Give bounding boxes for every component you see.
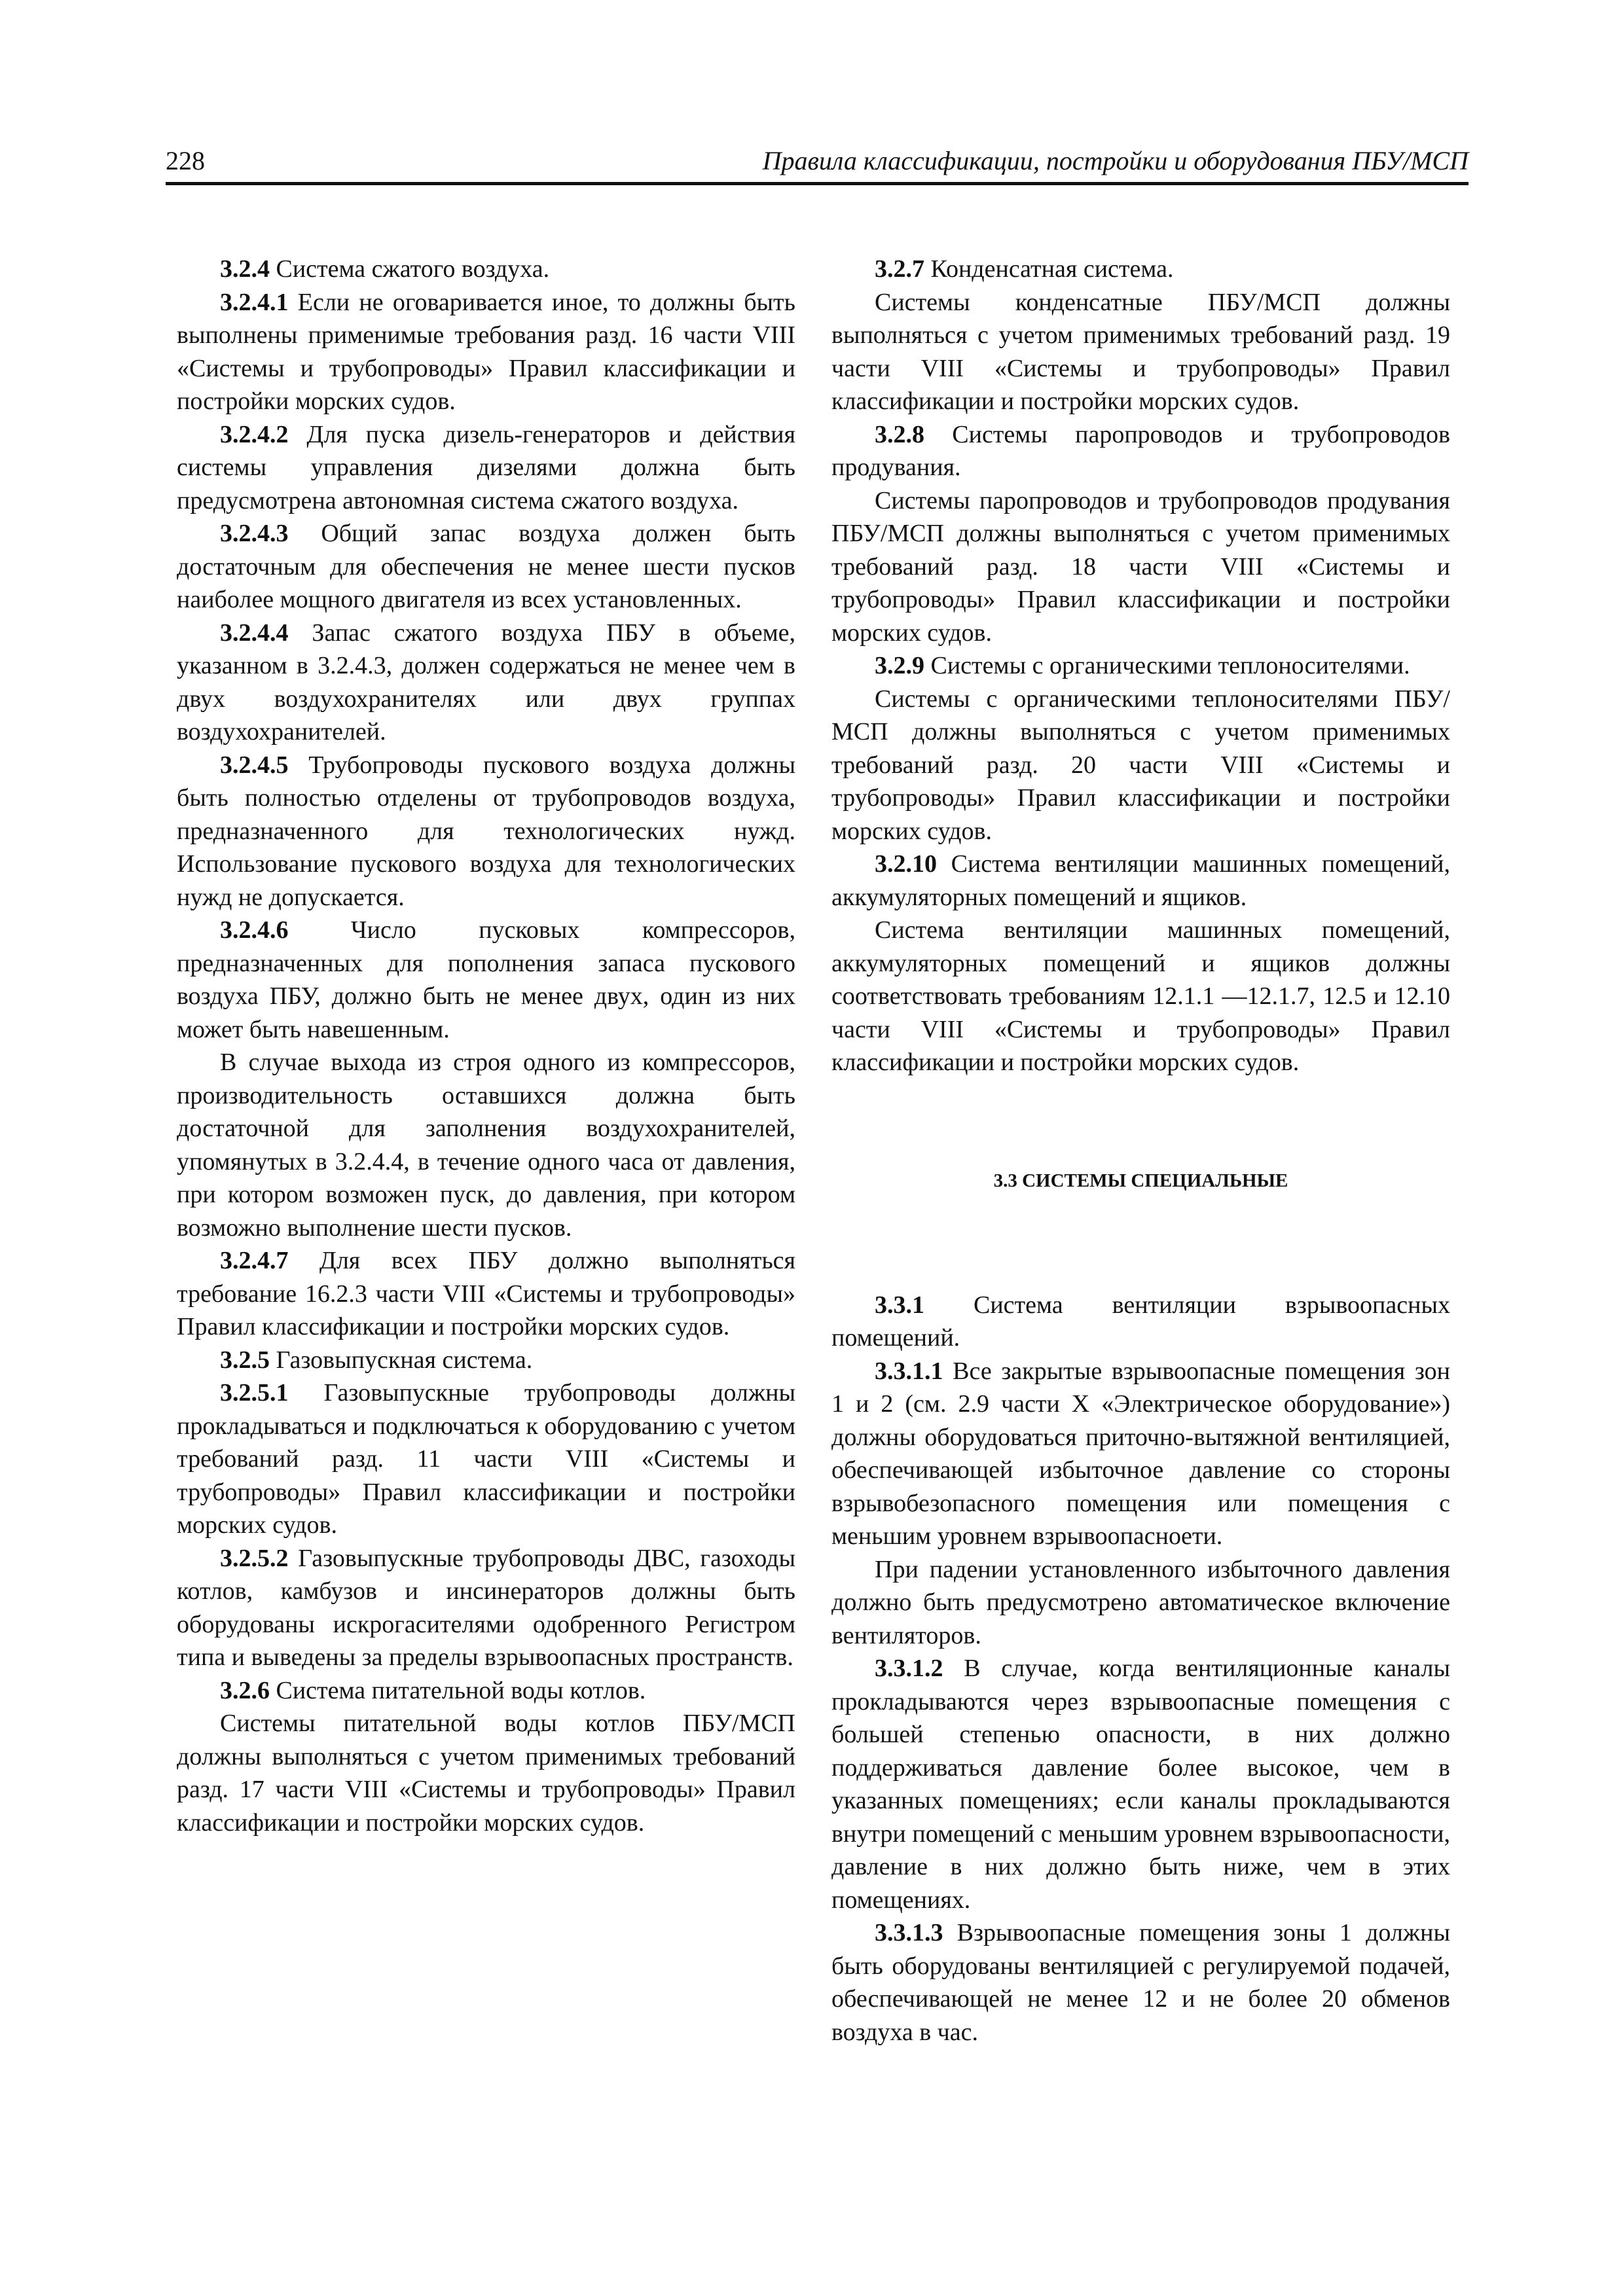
clause-text: Система вентиляции взрывоопасных помещений.	[831, 1291, 1450, 1352]
clause-text: Трубопроводы пускового воздуха должны быть полностью отделены от трубопроводов воздуха, предназначенного для технологических нужд. Использование пускового воздуха для технологических нужд не допускается.	[177, 751, 795, 911]
clause-text: Все закрытые взрывоопасные помещения зон 1 и 2 (см. 2.9 части X «Электрическое оборудование») должны оборудоваться приточно-вытяжной вентиляцией, обеспечивающей избыточное давление со стороны взрывобезопасного помещения или помещения с меньшим уровнем взрывоопаснoети.	[831, 1357, 1450, 1550]
running-title: Правила классификации, постройки и оборудования ПБУ/МСП	[762, 146, 1468, 175]
paragraph	[177, 1244, 795, 1344]
clause-text: Газовыпускная система.	[270, 1346, 533, 1374]
section-title: 3.3 СИСТЕМЫ СПЕЦИАЛЬНЫЕ	[993, 1170, 1288, 1191]
clause-text: В случае выхода из строя одного из компрессоров, производительность оставшихся должна быть достаточной для заполнения воздухохранителей, упомянутых в 3.2.4.4, в течение одного часа от давления, при котором возможен пуск, до давления, при котором возможно выполнение шести пусков.	[177, 1049, 795, 1242]
clause-number: 3.2.8	[875, 420, 924, 448]
paragraph	[177, 1376, 795, 1542]
clause-number: 3.3.1.2	[875, 1655, 943, 1682]
clause-number: 3.2.4.1	[220, 288, 289, 316]
clause-number: 3.2.10	[875, 850, 937, 878]
clause-number: 3.2.6	[220, 1676, 270, 1704]
paragraph	[831, 253, 1450, 286]
paragraph	[177, 617, 795, 749]
paragraph	[831, 484, 1450, 650]
paragraph	[177, 1674, 795, 1708]
clause-text: Система питательной воды котлов.	[270, 1676, 646, 1704]
clause-number: 3.2.4	[220, 255, 270, 283]
clause-text: Системы паропроводов и трубопроводов продувания ПБУ/МСП должны выполняться с учетом применимых требований разд. 18 части VIII «Системы и трубопроводы» Правил классификации и постройки морских судов.	[831, 486, 1450, 647]
clause-text: Система сжатого воздуха.	[270, 255, 550, 283]
clause-number: 3.2.5.1	[220, 1379, 289, 1407]
clause-text: Системы с органическими теплоносителями ПБУ/МСП должны выполняться с учетом применимых требований разд. 20 части VIII «Системы и трубопроводы» Правил классификации и постройки морских судов.	[831, 685, 1450, 845]
clause-text: Для пуска дизель-генераторов и действия системы управления дизелями должна быть предусмотрена автономная система сжатого воздуха.	[177, 420, 795, 514]
clause-text: Системы с органическими теплоносителями.	[924, 652, 1410, 679]
paragraph	[831, 1652, 1450, 1916]
paragraph	[177, 286, 795, 418]
clause-text: Конденсатная система.	[924, 255, 1174, 283]
paragraph	[177, 749, 795, 914]
clause-number: 3.2.4.2	[220, 420, 289, 448]
clause-text: Системы паропроводов и трубопроводов продувания.	[831, 420, 1450, 481]
clause-number: 3.2.4.4	[220, 619, 289, 647]
paragraph	[177, 914, 795, 1046]
paragraph	[831, 848, 1450, 914]
paragraph	[831, 649, 1450, 683]
clause-number: 3.2.5.2	[220, 1544, 289, 1572]
clause-number: 3.3.1.3	[875, 1919, 943, 1946]
paragraph	[177, 1344, 795, 1377]
clause-number: 3.2.7	[875, 255, 924, 283]
clause-number: 3.2.4.5	[220, 751, 289, 779]
clause-text: Газовыпускные трубопроводы ДВС, газоходы котлов, камбузов и инсинераторов должны быть оборудованы искрогасителями одобренного Регистром типа и выведены за пределы взрывоопасных пространств.	[177, 1544, 795, 1671]
clause-text: Системы конденсатные ПБУ/МСП должны выполняться с учетом применимых требований разд. 19 части VIII «Системы и трубопроводы» Правил классификации и постройки морских судов.	[831, 288, 1450, 415]
right-column-bottom	[831, 1289, 1450, 2049]
paragraph	[831, 1553, 1450, 1653]
page-header	[166, 143, 1468, 185]
clause-text: Системы питательной воды котлов ПБУ/МСП должны выполняться с учетом применимых требований разд. 17 части VIII «Системы и трубопроводы» Правил классификации и постройки морских судов.	[177, 1710, 795, 1837]
paragraph	[177, 517, 795, 617]
clause-text: Взрывоопасные помещения зоны 1 должны быть оборудованы вентиляцией с регулируемой подачей, обеспечивающей не менее 12 и не более 20 обменов воздуха в час.	[831, 1919, 1450, 2046]
paragraph	[831, 418, 1450, 484]
clause-text: При падении установленного избыточного давления должно быть предусмотрено автоматическое включение вентиляторов.	[831, 1555, 1450, 1649]
paragraph	[177, 1542, 795, 1674]
clause-number: 3.2.5	[220, 1346, 270, 1374]
clause-number: 3.3.1	[875, 1291, 924, 1319]
clause-number: 3.2.4.6	[220, 916, 289, 944]
clause-number: 3.2.4.3	[220, 520, 289, 547]
paragraph	[831, 683, 1450, 848]
paragraph	[177, 418, 795, 518]
right-column	[831, 253, 1450, 2049]
clause-number: 3.2.9	[875, 652, 924, 679]
clause-text: Система вентиляции машинных помещений, аккумуляторных помещений и ящиков должны соответствовать требованиям 12.1.1 —12.1.7, 12.5 и 12.10 части VIII «Системы и трубопроводы» Правил классификации и постройки морских судов.	[831, 916, 1450, 1076]
paragraph	[831, 914, 1450, 1079]
clause-number: 3.3.1.1	[875, 1357, 943, 1385]
paragraph	[831, 1355, 1450, 1553]
paragraph	[831, 286, 1450, 418]
clause-text: Число пусковых компрессоров, предназначенных для пополнения запаса пускового воздуха ПБУ, должно быть не менее двух, один из них может быть навешенным.	[177, 916, 795, 1043]
clause-text: В случае, когда вентиляционные каналы прокладываются через взрывоопасные помещения с большей степенью опасности, в них должно поддерживаться давление более высокое, чем в указанных помещениях; если каналы прокладываются внутри помещений с меньшим уровнем взрывоопасности, давление в них должно быть ниже, чем в этих помещениях.	[831, 1655, 1450, 1914]
clause-text: Система вентиляции машинных помещений, аккумуляторных помещений и ящиков.	[831, 850, 1450, 911]
clause-number: 3.2.4.7	[220, 1247, 289, 1274]
clause-text: Если не оговаривается иное, то должны быть выполнены применимые требования разд. 16 части VIII «Системы и трубопроводы» Правил классификации и постройки морских судов.	[177, 288, 795, 415]
paragraph	[177, 1707, 795, 1839]
paragraph	[831, 1289, 1450, 1355]
clause-text: Общий запас воздуха должен быть достаточным для обеспечения не менее шести пусков наиболее мощного двигателя из всех установленных.	[177, 520, 795, 613]
page-number: 228	[166, 146, 205, 175]
clause-text: Газовыпускные трубопроводы должны прокладываться и подключаться к оборудованию с учетом требований разд. 11 части VIII «Системы и трубопроводы» Правил классификации и постройки морских судов.	[177, 1379, 795, 1539]
clause-text: Для всех ПБУ должно выполняться требование 16.2.3 части VIII «Системы и трубопроводы» Правил классификации и постройки морских судов.	[177, 1247, 795, 1340]
right-column-top	[831, 253, 1450, 1079]
left-column	[177, 253, 795, 1839]
clause-text: Запас сжатого воздуха ПБУ в объеме, указанном в 3.2.4.3, должен содержаться не менее чем в двух воздухохранителях или двух группах воздухохранителей.	[177, 619, 795, 745]
paragraph	[177, 1046, 795, 1244]
paragraph	[831, 1916, 1450, 2049]
paragraph	[177, 253, 795, 286]
